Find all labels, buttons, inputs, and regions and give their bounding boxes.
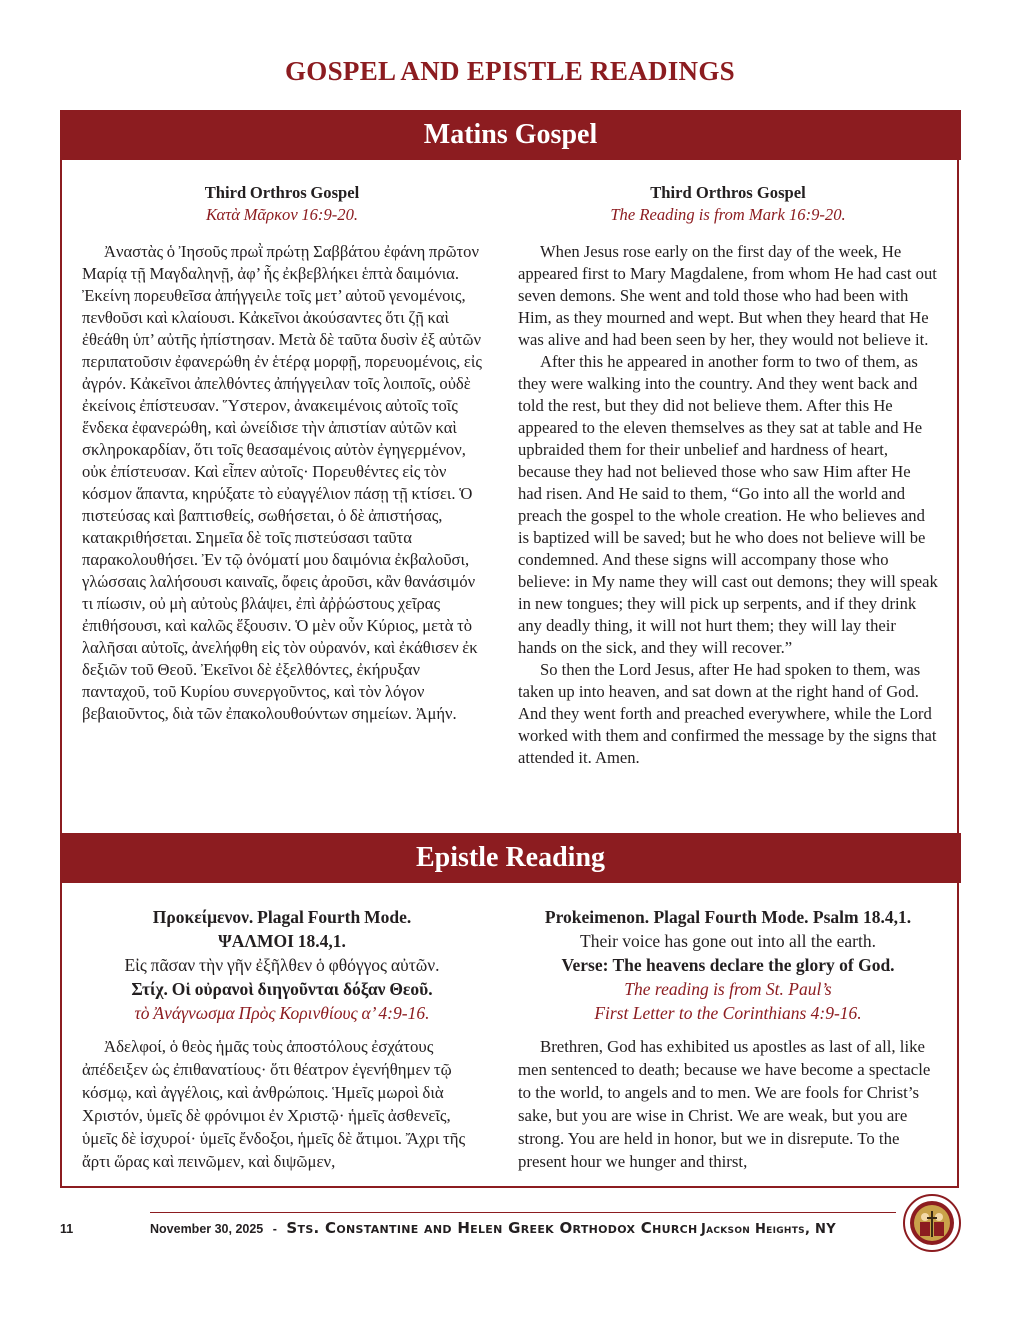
matins-greek-heading-block <box>82 182 482 226</box>
matins-english-heading-block <box>518 182 938 226</box>
epistle-english-paragraph: Brethren, God has exhibited us apostles as last of all, like men sentenced to death; because we have become a spectacle to the world, to angels and to men. We are fools for Christ’s sake, but you are wise in Christ. We are weak, but you are strong. You are held in honor, but we in disrepute. To the present hour we hunger and thirst, <box>518 1037 931 1171</box>
epistle-reading-band: Epistle Reading <box>60 833 961 883</box>
page-number: 11 <box>60 1222 74 1236</box>
epistle-greek-paragraph: Ἀδελφοί, ὁ θεὸς ἡμᾶς τοὺς ἀποστόλους ἐσχάτους ἀπέδειξεν ὡς ἐπιθανατίους· ὅτι θέατρον ἐγενήθημεν τῷ κόσμῳ, καὶ ἀγγέλοις, καὶ ἀνθρώποις. Ἡμεῖς μωροὶ διὰ Χριστόν, ὑμεῖς δὲ φρόνιμοι ἐν Χριστῷ· ἡμεῖς ἀσθενεῖς, ὑμεῖς δὲ ἰσχυροί· ὑμεῖς ἔνδοξοι, ἡμεῖς δὲ ἄτιμοι. Ἄχρι τῆς ἄρτι ὥρας καὶ πεινῶμεν, καὶ διψῶμεν, <box>82 1037 466 1171</box>
footer-line <box>150 1219 836 1237</box>
epistle-english-stich: Verse: The heavens declare the glory of God. <box>561 955 895 975</box>
epistle-greek-reference: τὸ Ἀνάγνωσμα Πρὸς Κορινθίους α’ 4:9-16. <box>134 1003 430 1023</box>
matins-english-paragraph: When Jesus rose early on the first day of the week, He appeared first to Mary Magdalene, from whom He had cast out seven demons. She went and told those who had been with Him, as they mourned and wept. But when they heard that He was alive and had been seen by her, they would not believe it. <box>518 242 937 349</box>
matins-english-column <box>518 182 938 769</box>
page-title: GOSPEL AND EPISTLE READINGS <box>285 56 735 86</box>
footer-date: November 30, 2025 <box>150 1222 264 1236</box>
epistle-greek-verse-line: Εἰς πᾶσαν τὴν γῆν ἐξῆλθεν ὁ φθόγγος αὐτῶν. <box>124 955 440 975</box>
matins-greek-heading: Third Orthros Gospel <box>204 183 360 202</box>
footer-rule <box>150 1212 896 1213</box>
footer-separator: - <box>272 1222 277 1236</box>
footer-church-name: Sts. Constantine and Helen Greek Orthodox Church <box>286 1219 698 1237</box>
epistle-english-verse-line: Their voice has gone out into all the earth. <box>580 931 876 951</box>
matins-english-paragraph: So then the Lord Jesus, after He had spoken to them, was taken up into heaven, and sat down at the right hand of God. And they went forth and preached everywhere, while the Lord worked with them and confirmed the message by the signs that attended it. Amen. <box>518 660 937 767</box>
epistle-greek-heading-block <box>82 905 482 1025</box>
footer-location: Jackson Heights, NY <box>700 1222 836 1237</box>
matins-english-reference: The Reading is from Mark 16:9-20. <box>610 205 846 224</box>
matins-english-heading: Third Orthros Gospel <box>650 183 806 202</box>
epistle-english-reference-line2: First Letter to the Corinthians 4:9-16. <box>594 1003 862 1023</box>
church-seal-icon <box>902 1193 962 1253</box>
matins-english-paragraph: After this he appeared in another form to two of them, as they were walking into the country. And they went back and told the rest, but they did not believe them. After this He appeared to the eleven themselves as they sat at table and He upbraided them for their unbelief and hardness of heart, because they had not believed those who saw Him after He had risen. And He said to them, “Go into all the world and preach the gospel to the whole creation. He who believes and is baptized will be saved; but he who does not believe will be condemned. And these signs will accompany those who believe: in My name they will cast out demons; they will speak in new tongues; they will pick up serpents, and if they drink any deadly thing, it will not hurt them; they will lay their hands on the sick, and they will recover.” <box>518 352 938 657</box>
matins-greek-paragraph: Ἀναστὰς ὁ Ἰησοῦς πρωῒ πρώτῃ Σαββάτου ἐφάνη πρῶτον Μαρίᾳ τῇ Μαγδαληνῇ, ἀφ’ ἧς ἐκβεβλήκει ἑπτὰ δαιμόνια. Ἐκείνη πορευθεῖσα ἀπήγγειλε τοῖς μετ’ αὐτοῦ γενομένοις, πενθοῦσι καὶ κλαίουσι. Κἀκεῖνοι ἀκούσαντες ὅτι ζῇ καὶ ἐθεάθη ὑπ’ αὐτῆς ἠπίστησαν. Μετὰ δὲ ταῦτα δυσὶν ἐξ αὐτῶν περιπατοῦσιν ἐφανερώθη ἐν ἑτέρᾳ μορφῇ, πορευομένοις, εἰς ἀγρόν. Κἀκεῖνοι ἀπελθόντες ἀπήγγειλαν τοῖς λοιποῖς, οὐδὲ ἐκείνοις ἐπίστευσαν. Ὕστερον, ἀνακειμένοις αὐτοῖς τοῖς ἕνδεκα ἐφανερώθη, καὶ ὠνείδισε τὴν ἀπιστίαν αὐτῶν καὶ σκληροκαρδίαν, ὅτι τοῖς θεασαμένοις αὐτὸν ἐγηγερμένον, οὐκ ἐπίστευσαν. Καὶ εἶπεν αὐτοῖς· Πορευθέντες εἰς τὸν κόσμον ἅπαντα, κηρύξατε τὸ εὐαγγέλιον πάσῃ τῇ κτίσει. Ὁ πιστεύσας καὶ βαπτισθείς, σωθήσεται, ὁ δὲ ἀπιστήσας, κατακριθήσεται. Σημεῖα δὲ τοῖς πιστεύσασι ταῦτα παρακολουθήσει. Ἐν τῷ ὀνόματί μου δαιμόνια ἐκβαλοῦσι, γλώσσαις λαλήσουσι καιναῖς, ὄφεις ἀροῦσι, κἂν θανάσιμόν τι πίωσιν, οὐ μὴ αὐτοὺς βλάψει, ἐπὶ ἀῤῥώστους χεῖρας ἐπιθήσουσι, καὶ καλῶς ἕξουσιν. Ὁ μὲν οὖν Κύριος, μετὰ τὸ λαλῆσαι αὐτοῖς, ἀνελήφθη εἰς τὸν οὐρανόν, καὶ ἐκάθισεν ἐκ δεξιῶν τοῦ Θεοῦ. Ἐκεῖνοι δὲ ἐξελθόντες, ἐκήρυξαν πανταχοῦ, τοῦ Κυρίου συνεργοῦντος, καὶ τὸν λόγον βεβαιοῦντος, διὰ τῶν ἐπακολουθούντων σημείων. Ἀμήν. <box>82 242 482 723</box>
matins-greek-column <box>82 182 482 725</box>
epistle-english-reference-line1: The reading is from St. Paul’s <box>624 979 832 999</box>
matins-greek-reference: Κατὰ Μᾶρκον 16:9-20. <box>205 205 359 224</box>
matins-gospel-band: Matins Gospel <box>60 110 961 160</box>
epistle-english-prokeimenon: Prokeimenon. Plagal Fourth Mode. Psalm 18.4,1. <box>544 907 912 927</box>
epistle-greek-stich: Στίχ. Οἱ οὐρανοὶ διηγοῦνται δόξαν Θεοῦ. <box>131 979 433 999</box>
epistle-greek-prokeimenon: Προκείμενον. Plagal Fourth Mode. <box>152 907 412 927</box>
epistle-english-heading-block <box>518 905 938 1025</box>
epistle-greek-psalm: ΨΑΛΜΟΙ 18.4,1. <box>218 931 346 951</box>
epistle-english-column <box>518 905 938 1173</box>
epistle-greek-column <box>82 905 482 1173</box>
